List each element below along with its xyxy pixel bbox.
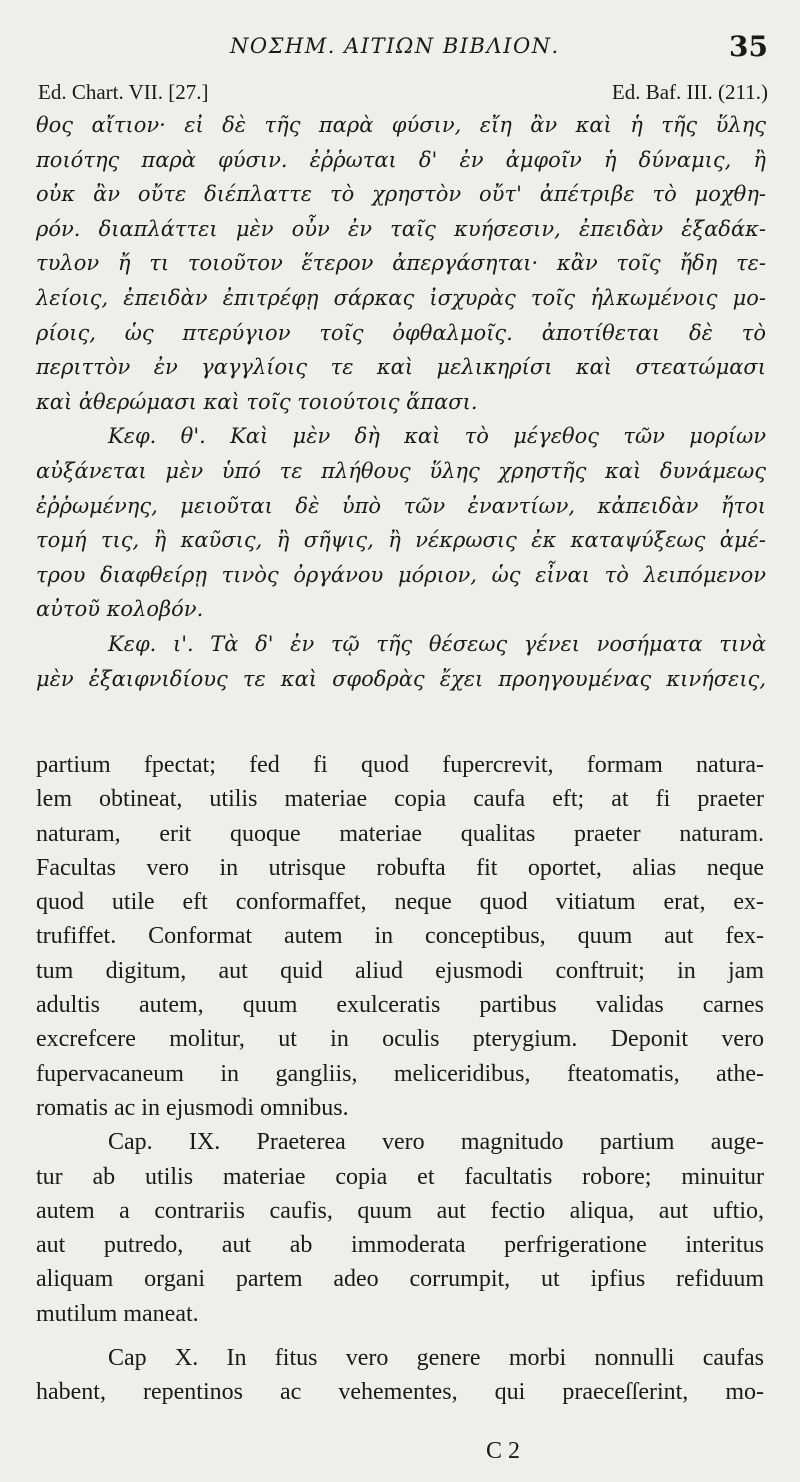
latin-line: quod utile eft conformaffet, neque quod vitiatum erat, ex- [36,889,764,916]
edition-chart-reference: Ed. Chart. VII. [27.] [38,80,209,104]
greek-line: ποιότης παρὰ φύσιν. ἐῤῥωται δ' ἐν ἀμφοῖν ἡ δύναμις, ἢ [36,147,766,172]
running-title: ΝΟΣΗΜ. ΑΙΤΙΩΝ ΒΙΒΛΙΟΝ. [230,34,560,58]
greek-line: αὐτοῦ κολοβόν. [36,597,204,622]
edition-basel-reference: Ed. Baf. III. (211.) [611,80,768,104]
latin-line: romatis ac in ejusmodi omnibus. [36,1094,349,1121]
latin-line: autem a contrariis caufis, quum aut fectio aliqua, aut uftio, [36,1197,764,1224]
greek-line: λείοις, ἐπειδὰν ἐπιτρέφῃ σάρκας ἰσχυρὰς τοῖς ἡλκωμένοις μο- [36,285,766,310]
latin-text-block [36,748,764,1410]
greek-line: μὲν ἐξαιφνιδίους τε καὶ σφοδρὰς ἔχει προηγουμένας κινήσεις, [36,666,766,691]
printer-signature-mark: C 2 [486,1438,521,1464]
latin-chapter-heading-line: Cap X. In fitus vero genere morbi nonnulli caufas [108,1345,764,1372]
running-head [0,30,800,64]
greek-line: θος αἴτιον· εἰ δὲ τῆς παρὰ φύσιν, εἴη ἂν καὶ ἡ τῆς ὕλης [36,113,766,137]
paragraph-gap [36,1331,764,1341]
latin-line: partium fpectat; fed fi quod fupercrevit, formam natura- [36,752,764,778]
latin-line: tur ab utilis materiae copia et facultatis robore; minuitur [36,1163,764,1190]
greek-chapter-heading-line: Κεφ. ι'. Τὰ δ' ἐν τῷ τῆς θέσεως γένει νοσήματα τινὰ [108,631,766,656]
greek-line: ρόν. διαπλάττει μὲν οὖν ἐν ταῖς κυήσεσιν, ἐπειδὰν ἑξαδάκ- [36,216,766,241]
greek-line: αὐξάνεται μὲν ὑπό τε πλήθους ὕλης χρηστῆς καὶ δυνάμεως [36,458,766,483]
latin-line: mutilum maneat. [36,1300,199,1327]
greek-text-block [36,108,766,696]
latin-line: aut putredo, aut ab immoderata perfrigeratione interitus [36,1232,764,1259]
latin-line: trufiffet. Conformat autem in conceptibus, quum aut fex- [36,923,764,950]
latin-line: Facultas vero in utrisque robufta fit oportet, alias neque [36,854,764,881]
latin-line: fupervacaneum in gangliis, meliceridibus, fteatomatis, athe- [36,1060,764,1087]
latin-line: naturam, erit quoque materiae qualitas praeter naturam. [36,820,764,847]
latin-line: lem obtineat, utilis materiae copia caufa eft; at fi praeter [36,786,764,813]
greek-line: ρίοις, ὡς πτερύγιον τοῖς ὀφθαλμοῖς. ἀποτίθεται δὲ τὸ [36,320,766,345]
latin-chapter-heading-line: Cap. IX. Praeterea vero magnitudo partium auge- [108,1129,764,1156]
greek-line: καὶ ἀθερώμασι καὶ τοῖς τοιούτοις ἅπασι. [36,389,478,414]
greek-line: οὐκ ἂν οὔτε διέπλαττε τὸ χρηστὸν οὔτ' ἀπέτριβε τὸ μοχθη- [36,182,766,207]
latin-line: habent, repentinos ac vehementes, qui praeceſſerint, mo- [36,1379,764,1406]
greek-chapter-heading-line: Κεφ. θ'. Καὶ μὲν δὴ καὶ τὸ μέγεθος τῶν μορίων [108,424,766,449]
page-number: 35 [729,30,768,63]
greek-line: ἐῤῥωμένης, μειοῦται δὲ ὑπὸ τῶν ἐναντίων, κἀπειδὰν ἤτοι [36,493,766,518]
greek-line: περιττὸν ἐν γαγγλίοις τε καὶ μελικηρίσι καὶ στεατώμασι [36,355,766,380]
greek-line: τυλον ἤ τι τοιοῦτον ἕτερον ἀπεργάσηται· κἂν τοῖς ἤδη τε- [36,251,766,276]
latin-line: tum digitum, aut quid aliud ejusmodi conftruit; in jam [36,957,764,984]
edition-references [38,80,768,104]
greek-line: τρου διαφθείρῃ τινὸς ὀργάνου μόριον, ὡς εἶναι τὸ λειπόμενον [36,562,766,587]
latin-line: excrefcere molitur, ut in oculis pterygium. Deponit vero [36,1026,764,1053]
greek-line: τομή τις, ἢ καῦσις, ἢ σῆψις, ἢ νέκρωσις ἐκ καταψύξεως ἀμέ- [36,528,766,553]
latin-line: aliquam organi partem adeo corrumpit, ut ipfius refiduum [36,1266,764,1293]
latin-line: adultis autem, quum exulceratis partibus validas carnes [36,992,764,1019]
